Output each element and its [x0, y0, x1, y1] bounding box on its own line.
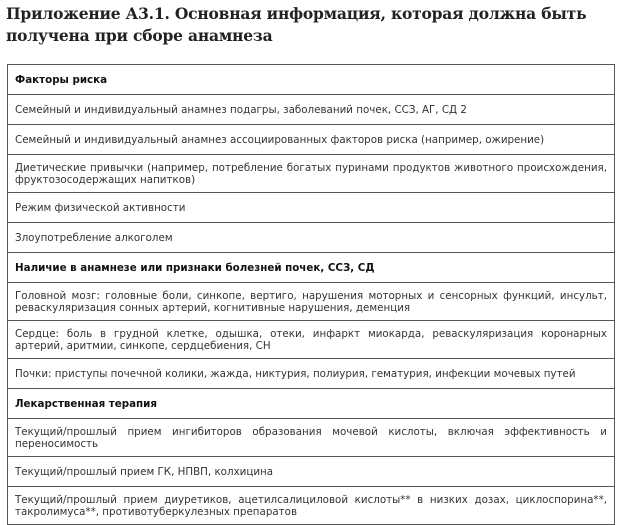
table-row [8, 321, 615, 359]
anamnesis-table [7, 64, 615, 525]
table-cell: Почки: приступы почечной колики, жажда, никтурия, полиурия, гематурия, инфекции мочевых путей [8, 359, 615, 389]
table-row [8, 419, 615, 457]
table-cell: Режим физической активности [8, 193, 615, 223]
table-cell: Текущий/прошлый прием диуретиков, ацетилсалициловой кислоты** в низких дозах, циклоспорина**, такролимуса**, противотуберкулезных препаратов [8, 487, 615, 525]
table-row [8, 359, 615, 389]
table-row [8, 95, 615, 125]
table-cell: Семейный и индивидуальный анамнез подагры, заболеваний почек, ССЗ, АГ, СД 2 [8, 95, 615, 125]
table-cell: Диетические привычки (например, потребление богатых пуринами продуктов животного происхождения, фруктозосодержащих напитков) [8, 155, 615, 193]
table-row [8, 487, 615, 525]
table-row [8, 193, 615, 223]
table-row [8, 125, 615, 155]
table-cell: Текущий/прошлый прием ГК, НПВП, колхицина [8, 457, 615, 487]
section-header-risk-factors: Факторы риска [8, 65, 615, 95]
table-row [8, 457, 615, 487]
table-row [8, 283, 615, 321]
table-cell: Сердце: боль в грудной клетке, одышка, отеки, инфаркт миокарда, реваскуляризация коронарных артерий, аритмии, синкопе, сердцебиения, СН [8, 321, 615, 359]
table-cell: Семейный и индивидуальный анамнез ассоциированных факторов риска (например, ожирение) [8, 125, 615, 155]
table-row [8, 65, 615, 95]
table-cell: Злоупотребление алкоголем [8, 223, 615, 253]
table-row [8, 155, 615, 193]
section-header-diseases: Наличие в анамнезе или признаки болезней почек, ССЗ, СД [8, 253, 615, 283]
table-cell: Текущий/прошлый прием ингибиторов образования мочевой кислоты, включая эффективность и переносимость [8, 419, 615, 457]
table-row [8, 223, 615, 253]
page-title: Приложение А3.1. Основная информация, которая должна быть получена при сборе анамнеза [6, 4, 587, 45]
section-header-drug-therapy: Лекарственная терапия [8, 389, 615, 419]
table-row [8, 389, 615, 419]
table-cell: Головной мозг: головные боли, синкопе, вертиго, нарушения моторных и сенсорных функций, инсульт, реваскуляризация сонных артерий, когнитивные нарушения, деменция [8, 283, 615, 321]
table-row [8, 253, 615, 283]
